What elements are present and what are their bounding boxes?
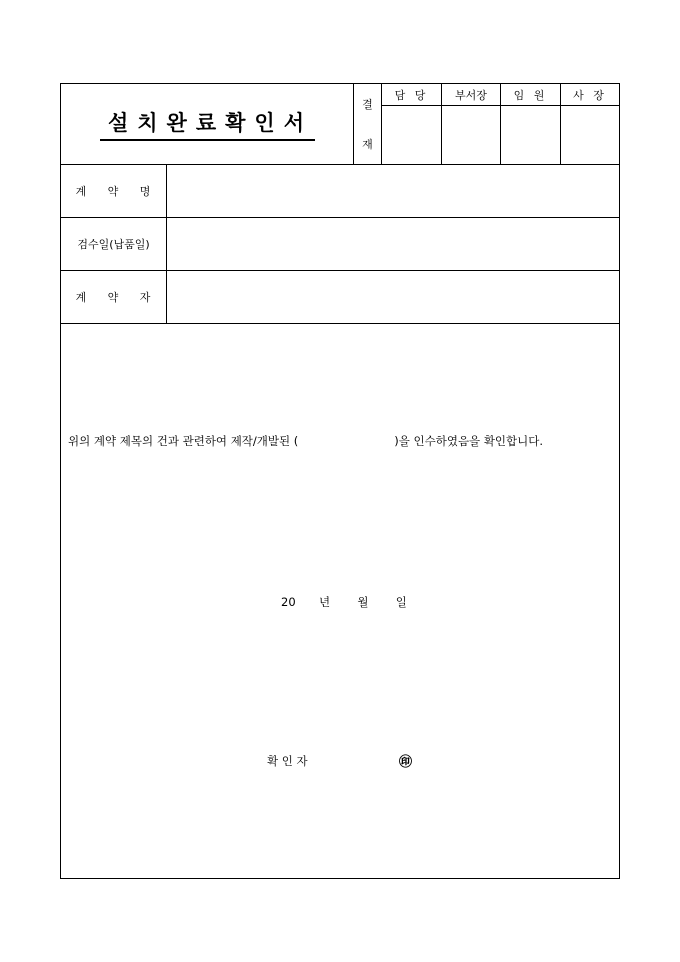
date-line xyxy=(281,594,407,612)
confirmer-label: 확 인 자 xyxy=(267,754,308,768)
seal-mark: ㊞ xyxy=(399,755,413,770)
date-month-label: 월 xyxy=(357,595,369,609)
row-label-contractor: 계 약 자 xyxy=(75,291,160,304)
approval-label-top: 결 xyxy=(362,98,373,111)
approval-column-president: 사 장 xyxy=(573,88,607,102)
confirmation-statement xyxy=(68,433,613,451)
contractor-field[interactable] xyxy=(167,271,619,323)
statement-before: 위의 계약 제목의 건과 관련하여 제작/개발된 ( xyxy=(68,434,299,448)
document-title-area xyxy=(61,84,354,164)
approval-column-department-head: 부서장 xyxy=(455,88,487,102)
date-year-prefix: 20 xyxy=(281,595,296,609)
document-title: 설치완료확인서 xyxy=(100,107,315,141)
approval-label-bottom: 재 xyxy=(362,138,373,151)
approval-sign-box-staff[interactable] xyxy=(382,106,441,164)
approval-sign-box-president[interactable] xyxy=(561,106,619,164)
approval-column-executive: 임 원 xyxy=(513,88,548,102)
date-day-label: 일 xyxy=(395,595,407,609)
approval-sign-box-department-head[interactable] xyxy=(442,106,500,164)
document-frame xyxy=(60,83,620,879)
contract-name-field[interactable] xyxy=(167,165,619,217)
divider-line xyxy=(61,323,619,324)
row-label-inspection-date: 검수일(납품일) xyxy=(77,238,150,251)
row-label-contract-name: 계 약 명 xyxy=(75,185,160,198)
approval-sign-box-executive[interactable] xyxy=(501,106,560,164)
approval-column-staff: 담 당 xyxy=(394,88,429,102)
inspection-date-field[interactable] xyxy=(167,218,619,270)
date-year-label: 년 xyxy=(318,595,331,609)
statement-after: )을 인수하였음을 확인합니다. xyxy=(394,434,544,448)
confirmer-name-field[interactable] xyxy=(323,753,397,771)
